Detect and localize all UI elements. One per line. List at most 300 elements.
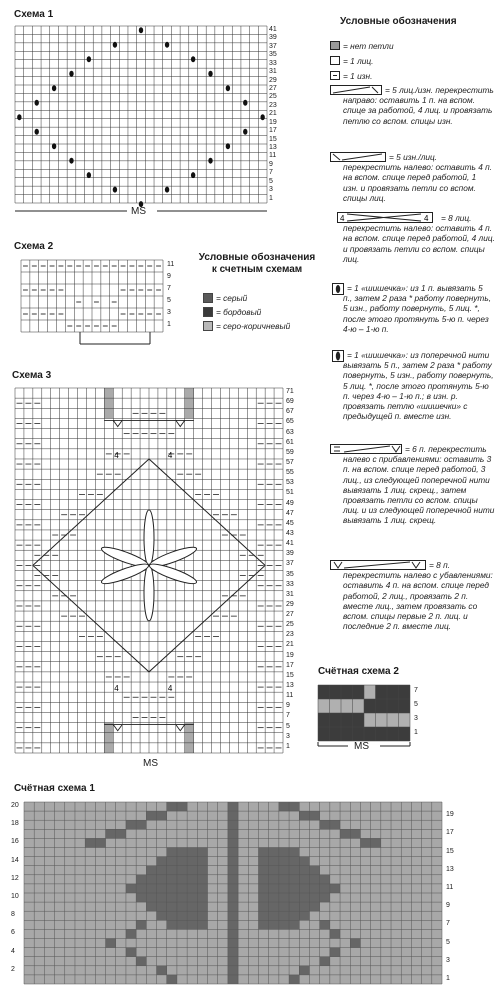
row-number: 15 <box>286 671 294 679</box>
dark-cell <box>136 875 146 884</box>
dark-cell <box>167 848 177 857</box>
row-number: 67 <box>286 408 294 416</box>
row-number: 43 <box>286 529 294 537</box>
count-chart2-grid <box>318 685 410 741</box>
legend-cable-8-decrease: = 8 п. перекрестить налево с убавлениями: оставить 4 п. на вспом. спице перед работой, 2 лиц., провязать 2 п. вместе лиц., затем провязать со вспом. спицы первые 2 п. лиц. и последние 2 п. вместе лиц. <box>343 560 493 632</box>
no-stitch-cell <box>185 388 194 418</box>
bobble-icon <box>243 100 247 106</box>
dark-cell <box>309 884 319 893</box>
legend-bobble: = 1 «шишечка»: из 1 п. вывязать 5 п., затем 2 раза * работу повернуть, 5 изн., работу повернуть, 5 лиц. *, после этого протянуть 5-ю п. через 4-ю – 1-ю п. <box>343 283 492 334</box>
dark-cell <box>187 911 197 920</box>
dark-cell <box>279 884 289 893</box>
bobble-icon <box>139 27 143 33</box>
count-chart1-grid <box>24 802 442 984</box>
dark-cell <box>320 920 330 929</box>
dark-cell <box>269 893 279 902</box>
dark-cell <box>136 820 146 829</box>
dark-cell <box>167 802 177 811</box>
flower-petal <box>144 565 154 621</box>
chart1-title: Схема 1 <box>14 9 54 20</box>
chart3-ms-label: MS <box>143 758 158 769</box>
row-number: 39 <box>269 34 277 42</box>
dark-cell <box>157 811 167 820</box>
dark-cell <box>330 820 340 829</box>
bobble-icon <box>35 129 39 135</box>
legend-title: Условные обозначения <box>340 16 457 27</box>
dark-cell <box>258 920 268 929</box>
row-number: 5 <box>414 701 418 708</box>
bobble-icon <box>113 42 117 48</box>
chart1-bg <box>15 26 267 203</box>
row-number: 5 <box>286 722 290 730</box>
dark-cell <box>353 713 365 727</box>
dark-cell <box>157 911 167 920</box>
row-number: 41 <box>286 540 294 548</box>
dark-cell <box>116 829 126 838</box>
row-number: 20 <box>11 802 19 809</box>
dark-cell <box>399 727 411 741</box>
row-number: 12 <box>11 874 19 882</box>
chart2-grid <box>21 260 163 332</box>
dark-cell <box>360 838 370 847</box>
dark-cell <box>258 911 268 920</box>
row-number: 29 <box>286 600 294 608</box>
dark-cell <box>289 875 299 884</box>
row-number: 13 <box>286 682 294 690</box>
row-number: 33 <box>269 59 277 67</box>
row-number: 5 <box>167 297 171 304</box>
dark-cell <box>167 893 177 902</box>
dark-cell <box>228 957 238 966</box>
dark-cell <box>299 857 309 866</box>
no-stitch-cell <box>104 723 113 753</box>
dark-cell <box>279 920 289 929</box>
dark-cell <box>258 893 268 902</box>
dark-cell <box>309 866 319 875</box>
dark-cell <box>228 939 238 948</box>
row-number: 18 <box>11 820 19 828</box>
swatch-gray-brown <box>203 321 213 331</box>
bobble-icon <box>113 187 117 193</box>
dark-cell <box>187 857 197 866</box>
dark-cell <box>269 866 279 875</box>
row-number: 19 <box>269 118 277 126</box>
dark-cell <box>228 857 238 866</box>
row-number: 25 <box>286 621 294 629</box>
row-number: 65 <box>286 418 294 426</box>
dark-cell <box>126 948 136 957</box>
chart3-grid <box>15 388 283 753</box>
chart2-ms-bracket <box>80 332 150 346</box>
dark-cell <box>167 902 177 911</box>
swatch-gray <box>203 293 213 303</box>
dark-cell <box>330 948 340 957</box>
legend-knit: = 1 лиц. <box>343 56 374 66</box>
dark-cell <box>228 911 238 920</box>
dark-cell <box>318 713 330 727</box>
dark-cell <box>228 948 238 957</box>
dark-cell <box>330 727 342 741</box>
chart1-grid <box>15 26 267 203</box>
dark-cell <box>228 902 238 911</box>
row-number: 69 <box>286 398 294 406</box>
dark-cell <box>269 875 279 884</box>
legend-symbol-no-stitch <box>330 41 340 50</box>
row-number: 15 <box>269 135 277 143</box>
dark-cell <box>299 884 309 893</box>
dark-cell <box>318 727 330 741</box>
dark-cell <box>299 866 309 875</box>
dark-cell <box>126 929 136 938</box>
dark-cell <box>126 820 136 829</box>
row-number: 9 <box>446 902 450 910</box>
row-number: 15 <box>446 847 454 855</box>
dark-cell <box>341 685 353 699</box>
row-number: 1 <box>167 321 171 328</box>
dark-cell <box>258 884 268 893</box>
dark-cell <box>279 911 289 920</box>
dark-cell <box>269 920 279 929</box>
dark-cell <box>330 713 342 727</box>
legend-no-stitch: = нет петли <box>343 41 394 51</box>
dark-cell <box>330 685 342 699</box>
dark-cell <box>269 848 279 857</box>
dark-cell <box>279 902 289 911</box>
row-number: 7 <box>167 285 171 292</box>
dark-cell <box>157 857 167 866</box>
dark-cell <box>106 939 116 948</box>
row-number: 27 <box>286 611 294 619</box>
count-legend-title: Условные обозначения к счетным схемам <box>198 252 316 275</box>
row-number: 16 <box>11 838 19 846</box>
dark-cell <box>157 884 167 893</box>
row-number: 11 <box>286 692 294 700</box>
row-number: 4 <box>11 947 15 955</box>
bobble-icon <box>165 42 169 48</box>
row-number: 3 <box>167 309 171 316</box>
dark-cell <box>228 829 238 838</box>
chart1-ms-bracket <box>15 200 267 214</box>
bobble-icon <box>52 85 56 91</box>
row-number: 1 <box>269 194 273 202</box>
row-number: 6 <box>11 929 15 937</box>
bobble-icon <box>191 172 195 178</box>
dark-cell <box>289 911 299 920</box>
dark-cell <box>279 848 289 857</box>
dark-cell <box>187 875 197 884</box>
bobble-icon <box>69 158 73 164</box>
row-number: 11 <box>446 883 454 891</box>
dark-cell <box>197 911 207 920</box>
dark-cell <box>353 727 365 741</box>
swatch-burgundy <box>203 307 213 317</box>
bobble-icon <box>208 71 212 77</box>
row-number: 8 <box>11 911 15 919</box>
dark-cell <box>167 866 177 875</box>
dark-cell <box>289 902 299 911</box>
legend-symbol-purl <box>330 71 340 80</box>
svg-text:4: 4 <box>340 214 345 223</box>
dark-cell <box>197 893 207 902</box>
dark-cell <box>269 902 279 911</box>
row-number: 47 <box>286 509 294 517</box>
legend-symbol-knit <box>330 56 340 65</box>
row-number: 7 <box>446 920 450 928</box>
row-number: 19 <box>286 651 294 659</box>
dark-cell <box>299 966 309 975</box>
dark-cell <box>279 857 289 866</box>
dark-cell <box>269 884 279 893</box>
dark-cell <box>197 848 207 857</box>
dark-cell <box>136 884 146 893</box>
row-number: 21 <box>269 110 277 118</box>
dark-cell <box>279 866 289 875</box>
dark-cell <box>136 920 146 929</box>
row-number: 29 <box>269 76 277 84</box>
dark-cell <box>269 911 279 920</box>
dark-cell <box>146 811 156 820</box>
legend-cable-5-left: = 5 изн./лиц. перекрестить налево: оставить 4 п. на вспом. спице перед работой, 1 изн. и провязать петли со вспом. спицы лиц. <box>343 152 492 203</box>
dark-cell <box>228 811 238 820</box>
dark-cell <box>364 699 376 713</box>
row-number: 33 <box>286 580 294 588</box>
dark-cell <box>177 802 187 811</box>
dark-cell <box>228 893 238 902</box>
dark-cell <box>350 829 360 838</box>
bobble-icon <box>87 56 91 62</box>
dark-cell <box>187 920 197 929</box>
bobble-icon <box>35 100 39 106</box>
legend-cable-5-right: = 5 лиц./изн. перекрестить направо: оставить 1 п. на вспом. спице за работой, 4 лиц. и провязать петлю со вспом. спицы изн. <box>343 85 494 126</box>
cable-count-label: 4 <box>167 684 173 694</box>
row-number: 1 <box>446 974 450 982</box>
dark-cell <box>289 884 299 893</box>
row-number: 10 <box>11 893 19 900</box>
row-number: 11 <box>167 261 175 268</box>
row-number: 19 <box>446 811 454 819</box>
row-number: 53 <box>286 479 294 487</box>
dark-cell <box>279 875 289 884</box>
no-stitch-cell <box>104 388 113 418</box>
dark-cell <box>399 699 411 713</box>
dark-cell <box>330 929 340 938</box>
dark-cell <box>197 875 207 884</box>
row-number: 13 <box>446 865 454 873</box>
dark-cell <box>399 685 411 699</box>
dark-cell <box>341 713 353 727</box>
bobble-icon <box>87 172 91 178</box>
row-number: 21 <box>286 641 294 649</box>
row-number: 7 <box>269 169 273 177</box>
dark-cell <box>376 685 388 699</box>
dark-cell <box>167 857 177 866</box>
bobble-icon <box>226 85 230 91</box>
dark-cell <box>289 857 299 866</box>
dark-cell <box>340 829 350 838</box>
flower-petal <box>144 510 154 566</box>
dark-cell <box>258 866 268 875</box>
dark-cell <box>157 893 167 902</box>
dark-cell <box>387 699 399 713</box>
row-number: 31 <box>269 68 277 76</box>
dark-cell <box>330 884 340 893</box>
dark-cell <box>167 884 177 893</box>
row-number: 3 <box>414 715 418 722</box>
dark-cell <box>289 893 299 902</box>
dark-cell <box>167 975 177 984</box>
dark-cell <box>136 893 146 902</box>
dark-cell <box>299 902 309 911</box>
bobble-icon <box>165 187 169 193</box>
bobble-icon <box>226 143 230 149</box>
count-legend-gray-brown: = серо-коричневый <box>216 321 291 331</box>
dark-cell <box>353 685 365 699</box>
dark-cell <box>258 857 268 866</box>
dark-cell <box>269 857 279 866</box>
count-chart2-ms-label: MS <box>354 741 369 752</box>
dark-cell <box>167 875 177 884</box>
bobble-icon <box>52 143 56 149</box>
dark-cell <box>187 866 197 875</box>
dark-cell <box>289 802 299 811</box>
dark-cell <box>146 902 156 911</box>
dark-cell <box>228 920 238 929</box>
legend-bobble-strand: = 1 «шишечка»: из поперечной нити вывязать 5 п., затем 2 раза * работу повернуть, 5 изн., работу повернуть, 5 лиц. *, после этого протянуть 5-ю п. через 4-ю – 1-ю п.; в изн. р. провязать петлю «шишечки» с предыдущей п. вместе изн. <box>343 350 494 422</box>
dark-cell <box>289 866 299 875</box>
bobble-icon <box>17 114 21 120</box>
chart1-ms-label: MS <box>131 206 146 217</box>
dark-cell <box>299 911 309 920</box>
row-number: 51 <box>286 489 294 497</box>
row-number: 14 <box>11 856 19 864</box>
dark-cell <box>309 875 319 884</box>
dark-cell <box>258 848 268 857</box>
dark-cell <box>309 811 319 820</box>
row-number: 9 <box>269 160 273 168</box>
row-number: 23 <box>286 631 294 639</box>
dark-cell <box>187 902 197 911</box>
bobble-icon <box>69 71 73 77</box>
cable-count-label: 4 <box>167 450 173 460</box>
dark-cell <box>228 875 238 884</box>
dark-cell <box>157 875 167 884</box>
count-legend-gray: = серый <box>216 293 248 303</box>
dark-cell <box>320 884 330 893</box>
dark-cell <box>146 875 156 884</box>
dark-cell <box>197 857 207 866</box>
dark-cell <box>126 884 136 893</box>
dark-cell <box>299 893 309 902</box>
row-number: 9 <box>167 273 171 280</box>
legend-purl: = 1 изн. <box>343 71 373 81</box>
dark-cell <box>320 820 330 829</box>
legend-cable-6-increase: = 6 п. перекрестить налево с прибавлениями: оставить 3 п. на вспом. спице перед работой, 3 лиц., из следующей поперечной нити вывязать 1 лиц. скрещ., затем провязать петли со вспом. спицы лиц. и из следующей поперечной нити вывязать 1 лиц. скрещ. <box>343 444 495 526</box>
dark-cell <box>309 902 319 911</box>
dark-cell <box>136 957 146 966</box>
bobble-icon <box>260 114 264 120</box>
row-number: 1 <box>286 742 290 750</box>
dark-cell <box>258 875 268 884</box>
row-number: 9 <box>286 702 290 710</box>
dark-cell <box>299 875 309 884</box>
dark-cell <box>187 893 197 902</box>
dark-cell <box>320 957 330 966</box>
dark-cell <box>167 911 177 920</box>
dark-cell <box>106 829 116 838</box>
dark-cell <box>320 875 330 884</box>
row-number: 35 <box>286 570 294 578</box>
dark-cell <box>228 929 238 938</box>
dark-cell <box>197 884 207 893</box>
dark-cell <box>187 848 197 857</box>
dark-cell <box>228 838 238 847</box>
legend-cable-8-left: = 8 лиц. перекрестить налево: оставить 4 п. на вспом. спице перед работой, 4 лиц. и провязать петли со вспом. спицы лиц. <box>343 213 495 264</box>
dark-cell <box>341 727 353 741</box>
dark-cell <box>258 902 268 911</box>
row-number: 1 <box>414 729 418 736</box>
row-number: 49 <box>286 499 294 507</box>
row-number: 7 <box>286 712 290 720</box>
svg-text:4: 4 <box>424 214 429 223</box>
row-number: 27 <box>269 85 277 92</box>
bobble-icon <box>208 158 212 164</box>
dark-cell <box>228 848 238 857</box>
chart2-title: Схема 2 <box>14 241 54 252</box>
grid-lines <box>24 802 442 984</box>
dark-cell <box>197 902 207 911</box>
dark-cell <box>376 699 388 713</box>
row-number: 17 <box>446 829 454 837</box>
row-number: 59 <box>286 448 294 456</box>
row-number: 57 <box>286 458 294 466</box>
dark-cell <box>371 838 381 847</box>
row-number: 35 <box>269 51 277 59</box>
dark-cell <box>228 884 238 893</box>
dark-cell <box>289 848 299 857</box>
dark-cell <box>167 920 177 929</box>
dark-cell <box>177 866 187 875</box>
row-number: 63 <box>286 428 294 436</box>
row-number: 5 <box>269 177 273 185</box>
row-number: 41 <box>269 26 277 33</box>
row-number: 25 <box>269 93 277 101</box>
cable-count-label: 4 <box>114 684 119 694</box>
row-number: 11 <box>269 152 277 160</box>
dark-cell <box>177 857 187 866</box>
row-number: 23 <box>269 101 277 109</box>
row-number: 3 <box>446 956 450 964</box>
dark-cell <box>146 893 156 902</box>
dark-cell <box>157 866 167 875</box>
dark-cell <box>376 727 388 741</box>
row-number: 17 <box>269 127 277 135</box>
dark-cell <box>320 893 330 902</box>
dark-cell <box>197 866 207 875</box>
dark-cell <box>350 939 360 948</box>
dark-cell <box>146 884 156 893</box>
dark-cell <box>364 727 376 741</box>
dark-cell <box>309 893 319 902</box>
dark-cell <box>157 902 167 911</box>
dark-cell <box>289 975 299 984</box>
count-legend-burgundy: = бордовый <box>216 307 262 317</box>
dark-cell <box>157 966 167 975</box>
bobble-icon <box>243 129 247 135</box>
dark-cell <box>279 802 289 811</box>
row-number: 13 <box>269 144 277 151</box>
dark-cell <box>177 875 187 884</box>
row-number: 3 <box>269 186 273 194</box>
